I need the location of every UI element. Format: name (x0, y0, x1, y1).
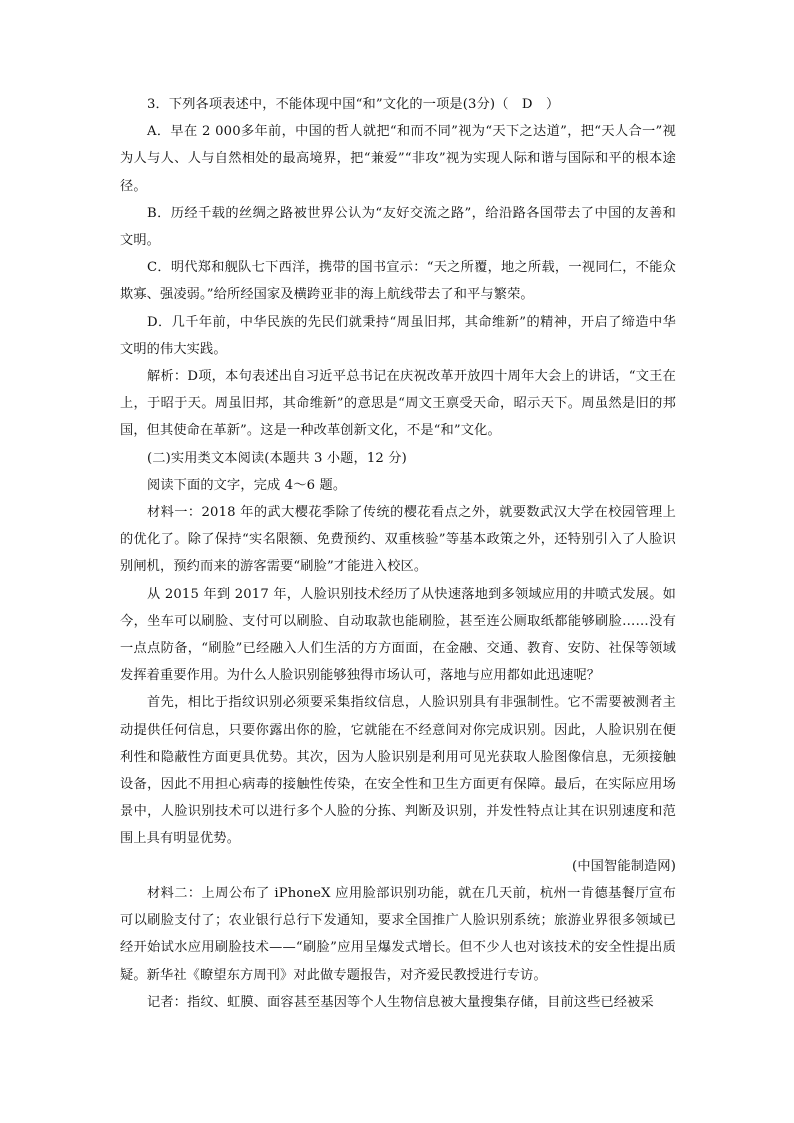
question-3-option-a: A．早在 2 000多年前，中国的哲人就把“和而不同”视为“天下之达道”，把“天人合一”视为人与人、人与自然相处的最高境界，把“兼爱”“非攻”视为实现人际和谐与国际和平的根本途径。 (120, 124, 676, 194)
section-heading: (二)实用类文本阅读(本题共 3 小题，12 分) (147, 450, 407, 466)
material-2-paragraph-1: 材料二：上周公布了 iPhoneX 应用脸部识别功能，就在几天前，杭州一肯德基餐厅宣布可以刷脸支付了；农业银行总行下发通知，要求全国推广人脸识别系统；旅游业界很多领域已经开始试水应用刷脸技术——“刷脸”应用呈爆发式增长。但不少人也对该技术的安全性提出质疑。新华社《瞭望东方周刊》对此做专题报告，对齐爱民教授进行专访。 (120, 885, 676, 983)
question-3-option-d: D．几千年前，中华民族的先民们就秉持“周虽旧邦，其命维新”的精神，开启了缔造中华文明的伟大实践。 (120, 314, 676, 357)
material-1-source: (中国智能制造网) (572, 858, 676, 874)
material-1-paragraph-1: 材料一：2018 年的武大樱花季除了传统的樱花看点之外，就要数武汉大学在校园管理上的优化了。除了保持“实名限额、免费预约、双重核验”等基本政策之外，还特别引入了人脸识别闸机，预约而来的游客需要“刷脸”才能进入校区。 (120, 505, 676, 575)
document-page (120, 91, 676, 1016)
question-3-option-c: C．明代郑和舰队七下西洋，携带的国书宣示：“天之所覆，地之所载，一视同仁，不能众欺寡、强凌弱。”给所经国家及横跨亚非的海上航线带去了和平与繁荣。 (120, 260, 676, 303)
question-3-stem: 3．下列各项表述中，不能体现中国“和”文化的一项是(3分)（ D ） (147, 97, 560, 112)
material-1-paragraph-2: 从 2015 年到 2017 年，人脸识别技术经历了从快速落地到多领域应用的井喷式发展。如今，坐车可以刷脸、支付可以刷脸、自动取款也能刷脸，甚至连公厕取纸都能够刷脸……没有一点点防备，“刷脸”已经融入人们生活的方方面面，在金融、交通、教育、安防、社保等领域发挥着重要作用。为什么人脸识别能够独得市场认可，落地与应用都如此迅速呢？ (120, 586, 676, 684)
material-1-paragraph-3: 首先，相比于指纹识别必须要采集指纹信息，人脸识别具有非强制性。它不需要被测者主动提供任何信息，只要你露出你的脸，它就能在不经意间对你完成识别。因此，人脸识别在便利性和隐蔽性方面更具优势。其次，因为人脸识别是利用可见光获取人脸图像信息，无须接触设备，因此不用担心病毒的接触性传染，在安全性和卫生方面更有保障。最后，在实际应用场景中，人脸识别技术可以进行多个人脸的分拣、判断及识别，并发性特点让其在识别速度和范围上具有明显优势。 (120, 695, 676, 847)
material-2-paragraph-2: 记者：指纹、虹膜、面容甚至基因等个人生物信息被大量搜集存储，目前这些已经被采 (147, 994, 654, 1010)
question-3-analysis: 解析：D项，本句表述出自习近平总书记在庆祝改革开放四十周年大会上的讲话，“文王在上，于昭于天。周虽旧邦，其命维新”的意思是“周文王禀受天命，昭示天下。周虽然是旧的邦国，但其使命在革新”。这是一种改革创新文化，不是“和”文化。 (120, 369, 676, 439)
question-3-option-b: B．历经千载的丝绸之路被世界公认为“友好交流之路”，给沿路各国带去了中国的友善和文明。 (120, 205, 676, 249)
section-instruction: 阅读下面的文字，完成 4～6 题。 (147, 477, 347, 493)
